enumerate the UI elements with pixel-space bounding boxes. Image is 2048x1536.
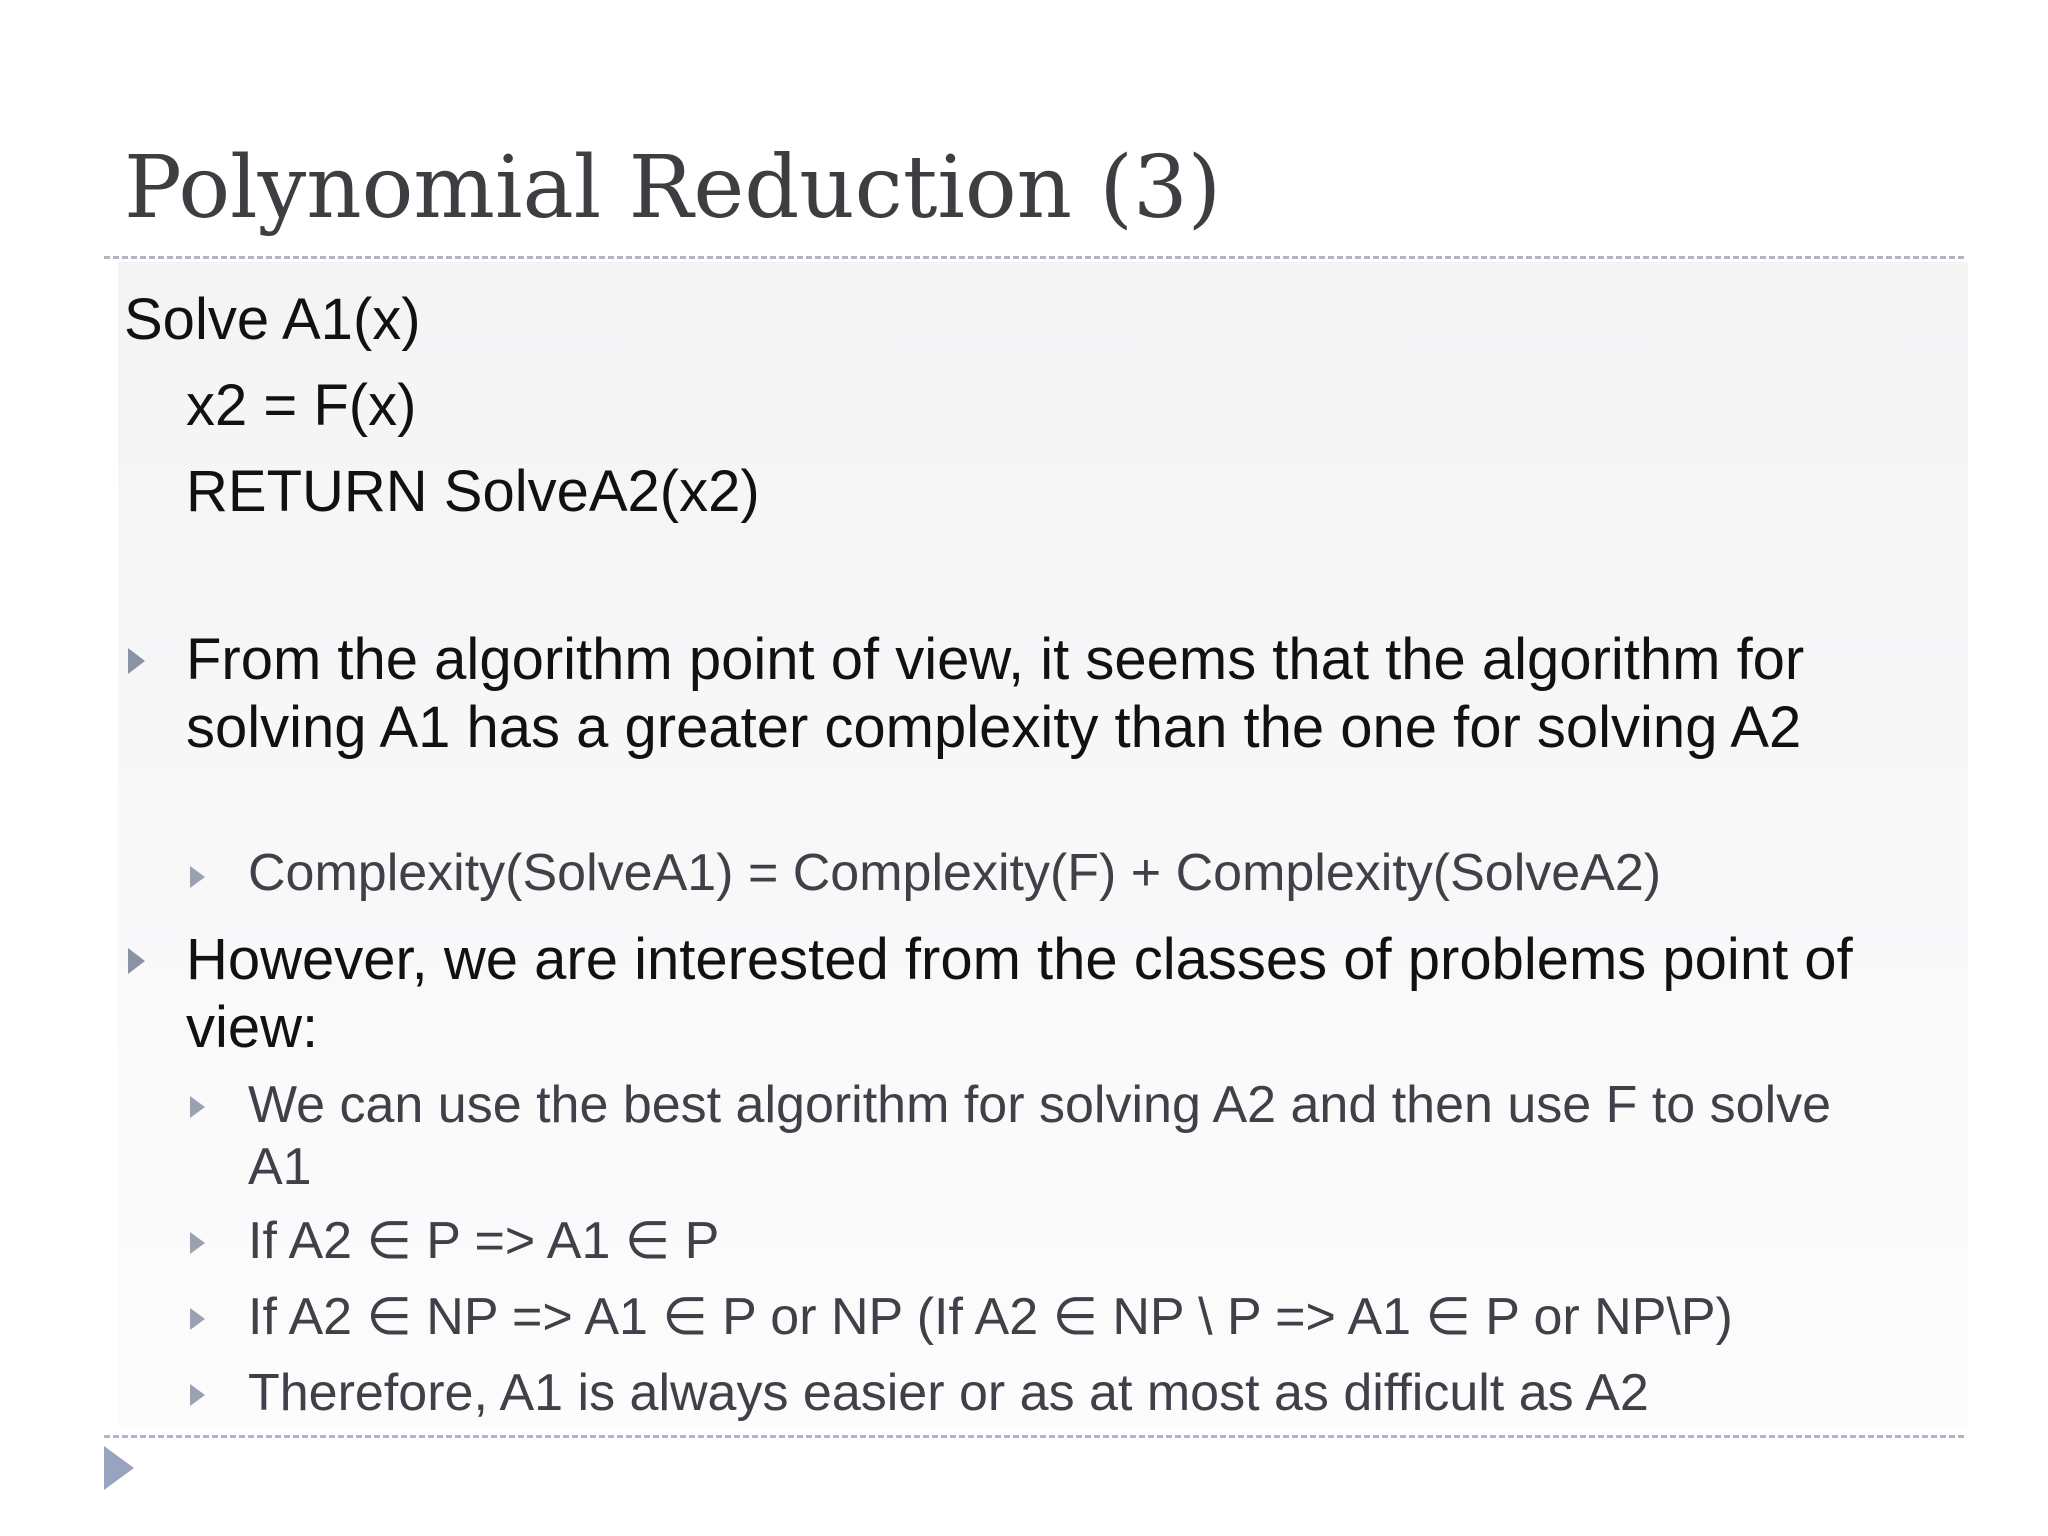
bullet-algorithm-view: From the algorithm point of view, it seems that the algorithm for solving A1 has a greater complexity than the one for solving A2 — [186, 627, 1805, 760]
bullet-arrow-icon — [128, 948, 145, 974]
sub-bullet-arrow-icon — [190, 1232, 205, 1254]
sub-bullet-arrow-icon — [190, 866, 205, 888]
bullet-classes-view: However, we are interested from the classes of problems point of view: — [186, 927, 1853, 1060]
code-line-return: RETURN SolveA2(x2) — [186, 459, 760, 524]
footer-divider — [104, 1435, 1964, 1438]
code-line-solve: Solve A1(x) — [124, 287, 421, 352]
sub-bullet-complexity: Complexity(SolveA1) = Complexity(F) + Complexity(SolveA2) — [248, 844, 1662, 902]
sub-bullet-conclusion: Therefore, A1 is always easier or as at most as difficult as A2 — [248, 1364, 1649, 1422]
title-divider — [104, 256, 1964, 259]
code-line-assign: x2 = F(x) — [186, 373, 417, 438]
sub-bullet-arrow-icon — [190, 1096, 205, 1118]
slide-title: Polynomial Reduction (3) — [124, 138, 1222, 238]
sub-bullet-arrow-icon — [190, 1308, 205, 1330]
slide-corner-arrow-icon — [104, 1446, 134, 1490]
sub-bullet-np-implication: If A2 ∈ NP => A1 ∈ P or NP (If A2 ∈ NP \ P => A1 ∈ P or NP\P) — [248, 1288, 1733, 1346]
bullet-arrow-icon — [128, 648, 145, 674]
sub-bullet-arrow-icon — [190, 1384, 205, 1406]
sub-bullet-p-implication: If A2 ∈ P => A1 ∈ P — [248, 1212, 720, 1270]
sub-bullet-best-algorithm: We can use the best algorithm for solving A2 and then use F to solve A1 — [248, 1076, 1832, 1196]
